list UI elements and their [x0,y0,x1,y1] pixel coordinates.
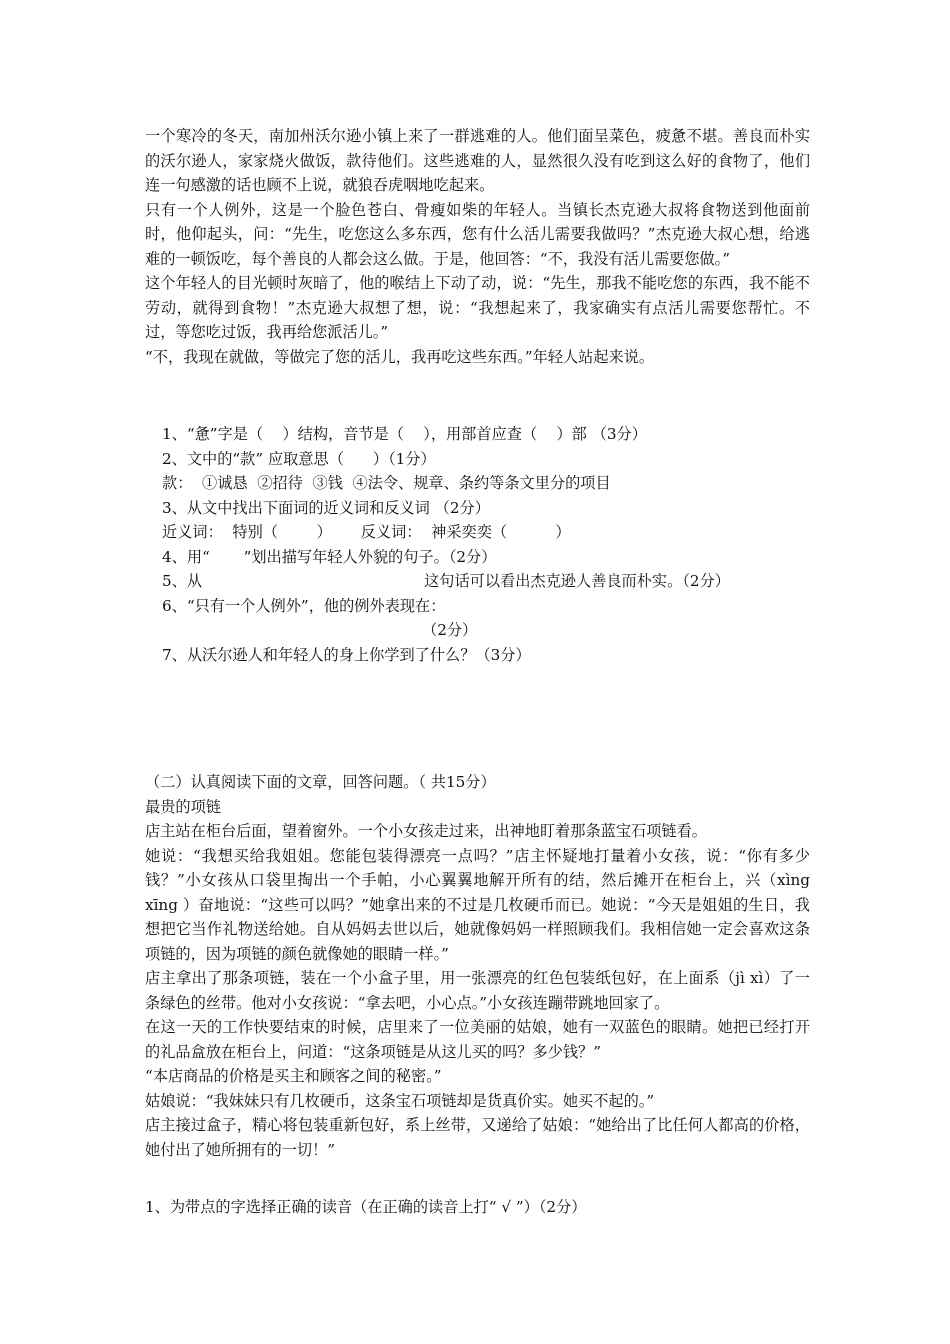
passage-2-paragraph: 店主站在柜台后面，望着窗外。一个小女孩走过来，出神地盯着那条蓝宝石项链看。 [145,822,707,840]
question-5: 5、从 这句话可以看出杰克逊人善良而朴实。（2分） [162,572,730,590]
passage-2-paragraph: 她说：“我想买给我姐姐。您能包装得漂亮一点吗？”店主怀疑地打量着小女孩，说：“你有多少钱？”小女孩从口袋里掏出一个手帕，小心翼翼地解开所有的结，然后摊开在柜台上，兴（xìng xīng ）奋地说：“这些可以吗？”她拿出来的不过是几枚硬币而已。她说：“今天是姐姐的生日，我想把它当作礼物送给她。自从妈妈去世以后，她就像妈妈一样照顾我们。我相信她一定会喜欢这条项链的，因为项链的颜色就像她的眼睛一样。” [145,846,810,963]
passage-1 [145,124,810,369]
question-3: 3、从文中找出下面词的近义词和反义词 （2分） [162,498,490,517]
question-4: 4、用“ ”划出描写年轻人外貌的句子。（2分） [162,547,497,566]
question-6: 6、“只有一个人例外”，他的例外表现在： [162,596,446,615]
passage-1-paragraph: 一个寒冷的冬天，南加州沃尔逊小镇上来了一群逃难的人。他们面呈菜色，疲惫不堪。善良而朴实的沃尔逊人，家家烧火做饭，款待他们。这些逃难的人，显然很久没有吃到这么好的食物了，他们连一句感激的话也顾不上说，就狼吞虎咽地吃起来。 [145,127,810,194]
passage-1-paragraph: 这个年轻人的目光顿时灰暗了，他的喉结上下动了动，说：“先生，那我不能吃您的东西，我不能不劳动，就得到食物！”杰克逊大叔想了想，说：“我想起来了，我家确实有点活儿需要您帮忙。不过，等您吃过饭，我再给您派活儿。” [145,274,810,341]
question-6-score: （2分） [422,621,478,639]
passage-1-paragraph: 只有一个人例外，这是一个脸色苍白、骨瘦如柴的年轻人。当镇长杰克逊大叔将食物送到他面前时，他仰起头，问：“先生，吃您这么多东西，您有什么活儿需要我做吗？”杰克逊大叔心想，给逃难的一顿饭吃，每个善良的人都会这么做。于是，他回答：“不，我没有活儿需要您做。” [145,200,810,268]
passage-2-paragraph: 在这一天的工作快要结束的时候，店里来了一位美丽的姑娘，她有一双蓝色的眼睛。她把已经打开的礼品盒放在柜台上，问道：“这条项链是从这儿买的吗？多少钱？” [145,1018,810,1061]
passage-1-questions [145,422,810,667]
passage-1-paragraph: “不，我现在就做，等做完了您的活儿，我再吃这些东西。”年轻人站起来说。 [145,347,655,366]
question-1: 1、“惫”字是（ ）结构，音节是（ ），用部首应查（ ）部 （3分） [162,425,647,443]
passage-2-questions [145,1195,810,1220]
passage-2-question-1: 1、为带点的字选择正确的读音（在正确的读音上打“ √ ”）（2分） [145,1198,587,1216]
question-2: 2、文中的“款” 应取意思（ ）（1分） [162,449,436,468]
passage-2-paragraph: 姑娘说：“我妹妹只有几枚硬币，这条宝石项链却是货真价实。她买不起的。” [145,1091,655,1110]
passage-2-paragraph: “本店商品的价格是买主和顾客之间的秘密。” [145,1067,442,1085]
question-3-words: 近义词： 特别（ ） 反义词： 神采奕奕（ ） [162,523,571,541]
question-7: 7、从沃尔逊人和年轻人的身上你学到了什么？（3分） [162,645,531,664]
question-2-options: 款： ①诚恳 ②招待 ③钱 ④法令、规章、条约等条文里分的项目 [162,474,611,492]
passage-2-paragraph: 店主接过盒子，精心将包装重新包好，系上丝带，又递给了姑娘：“她给出了比任何人都高的价格，她付出了她所拥有的一切！” [145,1116,810,1159]
passage-2-paragraph: 店主拿出了那条项链，装在一个小盒子里，用一张漂亮的红色包装纸包好，在上面系（jì xì）了一条绿色的丝带。他对小女孩说：“拿去吧，小心点。”小女孩连蹦带跳地回家了。 [145,969,810,1012]
passage-2-title: 最贵的项链 [145,797,221,816]
section-heading: （二）认真阅读下面的文章，回答问题。（ 共15分） [145,773,496,791]
passage-2 [145,770,810,1162]
